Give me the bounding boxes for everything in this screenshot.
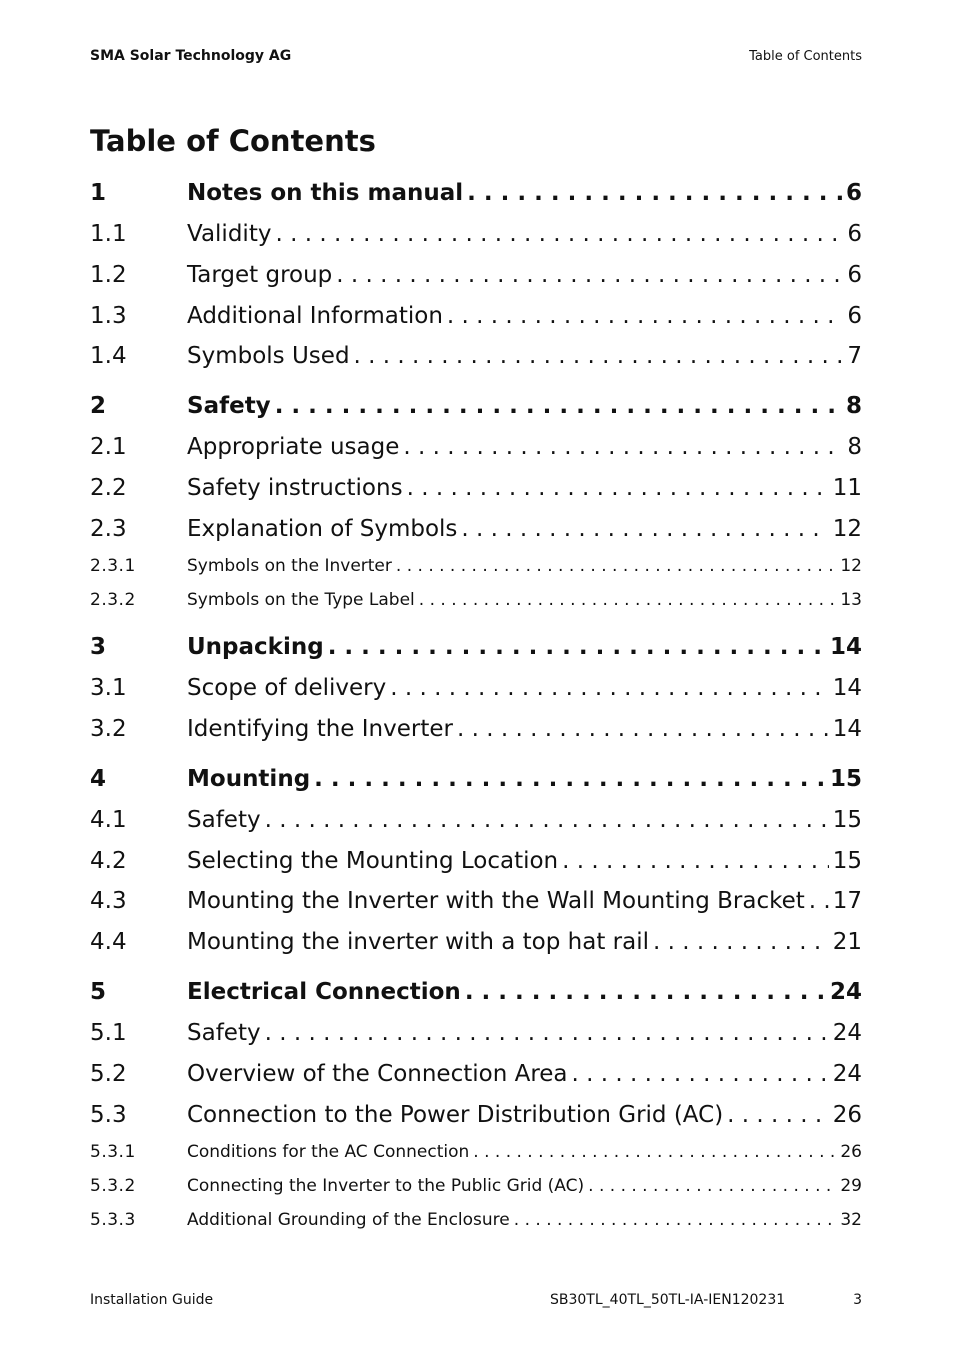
toc-entry-page: 12 xyxy=(840,556,862,576)
toc-entry[interactable] xyxy=(90,343,862,375)
toc-entry-page: 14 xyxy=(832,716,862,742)
toc-entry-title: Unpacking xyxy=(187,634,324,660)
toc-entry-title: Electrical Connection xyxy=(187,979,461,1005)
toc-entry[interactable] xyxy=(90,979,862,1011)
toc-entry-number: 2 xyxy=(90,393,107,419)
toc-entry-title: Identifying the Inverter xyxy=(187,716,453,742)
toc-entry-page: 24 xyxy=(832,1061,862,1087)
toc-entry[interactable] xyxy=(90,1176,862,1200)
toc-entry-number: 3.1 xyxy=(90,675,127,701)
toc-entry[interactable] xyxy=(90,848,862,880)
toc-entry-number: 1.3 xyxy=(90,303,127,329)
table-of-contents xyxy=(90,0,862,1352)
toc-entry-title: Connection to the Power Distribution Grid (AC) xyxy=(187,1102,724,1128)
dot-leader xyxy=(467,180,842,206)
toc-entry-page: 6 xyxy=(847,221,862,247)
toc-entry[interactable] xyxy=(90,590,862,614)
toc-entry[interactable] xyxy=(90,716,862,748)
toc-entry-page: 15 xyxy=(829,766,862,792)
toc-entry-number: 4.1 xyxy=(90,807,127,833)
toc-entry-page: 14 xyxy=(829,634,862,660)
page-title: Table of Contents xyxy=(90,124,376,158)
dot-leader xyxy=(265,807,829,833)
toc-entry-title: Scope of delivery xyxy=(187,675,387,701)
toc-entry[interactable] xyxy=(90,1061,862,1093)
toc-entry-title: Safety xyxy=(187,807,261,833)
toc-entry-number: 3 xyxy=(90,634,107,660)
toc-entry-page: 6 xyxy=(847,262,862,288)
toc-entry-number: 5.3.3 xyxy=(90,1210,136,1230)
toc-entry-number: 1.2 xyxy=(90,262,127,288)
dot-leader xyxy=(336,262,843,288)
toc-entry-page: 26 xyxy=(832,1102,862,1128)
toc-entry-number: 5 xyxy=(90,979,107,1005)
dot-leader xyxy=(572,1061,829,1087)
toc-entry-page: 12 xyxy=(832,516,862,542)
toc-entry-page: 13 xyxy=(840,590,862,610)
toc-entry[interactable] xyxy=(90,1142,862,1166)
toc-entry-title: Symbols Used xyxy=(187,343,350,369)
toc-entry-number: 4 xyxy=(90,766,107,792)
toc-entry-title: Safety xyxy=(187,393,271,419)
header-company: SMA Solar Technology AG xyxy=(90,48,292,64)
dot-leader xyxy=(809,888,829,914)
toc-entry-title: Connecting the Inverter to the Public Grid (AC) xyxy=(187,1176,585,1196)
toc-entry[interactable] xyxy=(90,180,862,212)
toc-entry[interactable] xyxy=(90,1210,862,1234)
dot-leader xyxy=(461,516,828,542)
dot-leader xyxy=(514,1210,837,1230)
toc-entry-number: 5.3.2 xyxy=(90,1176,136,1196)
toc-entry-number: 2.3.2 xyxy=(90,590,136,610)
dot-leader xyxy=(328,634,826,660)
toc-entry-number: 5.3 xyxy=(90,1102,127,1128)
toc-entry-number: 5.1 xyxy=(90,1020,127,1046)
toc-entry-number: 2.2 xyxy=(90,475,127,501)
toc-entry-title: Symbols on the Inverter xyxy=(187,556,392,576)
toc-entry-title: Notes on this manual xyxy=(187,180,464,206)
dot-leader xyxy=(403,434,843,460)
toc-entry-page: 14 xyxy=(832,675,862,701)
toc-entry[interactable] xyxy=(90,303,862,335)
toc-entry-title: Mounting the inverter with a top hat rail xyxy=(187,929,649,955)
toc-entry-number: 4.4 xyxy=(90,929,127,955)
dot-leader xyxy=(275,393,842,419)
toc-entry-page: 8 xyxy=(847,434,862,460)
toc-entry[interactable] xyxy=(90,1020,862,1052)
toc-entry[interactable] xyxy=(90,888,862,920)
toc-entry[interactable] xyxy=(90,1102,862,1134)
dot-leader xyxy=(727,1102,829,1128)
toc-entry-title: Safety xyxy=(187,1020,261,1046)
dot-leader xyxy=(390,675,829,701)
toc-entry-title: Target group xyxy=(187,262,333,288)
header-section: Table of Contents xyxy=(749,49,862,64)
toc-entry-number: 1 xyxy=(90,180,107,206)
dot-leader xyxy=(562,848,829,874)
toc-entry[interactable] xyxy=(90,262,862,294)
toc-entry-page: 24 xyxy=(832,1020,862,1046)
toc-entry-title: Symbols on the Type Label xyxy=(187,590,415,610)
dot-leader xyxy=(419,590,837,610)
toc-entry[interactable] xyxy=(90,634,862,666)
toc-entry-number: 5.2 xyxy=(90,1061,127,1087)
toc-entry-title: Mounting the Inverter with the Wall Mounting Bracket xyxy=(187,888,805,914)
dot-leader xyxy=(265,1020,829,1046)
toc-entry-title: Validity xyxy=(187,221,272,247)
toc-entry-page: 21 xyxy=(832,929,862,955)
toc-entry-title: Safety instructions xyxy=(187,475,403,501)
toc-entry-page: 7 xyxy=(847,343,862,369)
toc-entry-title: Conditions for the AC Connection xyxy=(187,1142,470,1162)
toc-entry-number: 2.3 xyxy=(90,516,127,542)
dot-leader xyxy=(396,556,836,576)
toc-entry-title: Mounting xyxy=(187,766,311,792)
dot-leader xyxy=(588,1176,836,1196)
toc-entry[interactable] xyxy=(90,434,862,466)
toc-entry-page: 15 xyxy=(832,807,862,833)
toc-entry-number: 4.3 xyxy=(90,888,127,914)
dot-leader xyxy=(407,475,829,501)
toc-entry[interactable] xyxy=(90,221,862,253)
toc-entry-number: 4.2 xyxy=(90,848,127,874)
toc-entry-number: 5.3.1 xyxy=(90,1142,136,1162)
dot-leader xyxy=(473,1142,836,1162)
toc-entry-title: Selecting the Mounting Location xyxy=(187,848,559,874)
footer-doc-type: Installation Guide xyxy=(90,1292,214,1308)
toc-entry-number: 1.1 xyxy=(90,221,127,247)
footer-page-number: 3 xyxy=(853,1292,862,1308)
toc-entry-page: 11 xyxy=(832,475,862,501)
toc-entry[interactable] xyxy=(90,556,862,580)
toc-entry-page: 6 xyxy=(845,180,862,206)
toc-entry-title: Appropriate usage xyxy=(187,434,400,460)
footer-doc-code: SB30TL_40TL_50TL-IA-IEN120231 xyxy=(550,1292,786,1308)
toc-entry-title: Additional Information xyxy=(187,303,443,329)
dot-leader xyxy=(354,343,844,369)
dot-leader xyxy=(457,716,829,742)
toc-entry-page: 32 xyxy=(840,1210,862,1230)
toc-entry[interactable] xyxy=(90,475,862,507)
toc-entry-page: 8 xyxy=(845,393,862,419)
dot-leader xyxy=(653,929,829,955)
toc-entry-page: 6 xyxy=(847,303,862,329)
toc-entry[interactable] xyxy=(90,929,862,961)
toc-entry-title: Overview of the Connection Area xyxy=(187,1061,568,1087)
dot-leader xyxy=(314,766,826,792)
toc-entry-title: Additional Grounding of the Enclosure xyxy=(187,1210,510,1230)
toc-entry-number: 1.4 xyxy=(90,343,127,369)
dot-leader xyxy=(275,221,843,247)
toc-entry-page: 29 xyxy=(840,1176,862,1196)
toc-entry[interactable] xyxy=(90,675,862,707)
toc-entry[interactable] xyxy=(90,516,862,548)
toc-entry-title: Explanation of Symbols xyxy=(187,516,458,542)
dot-leader xyxy=(465,979,826,1005)
toc-entry[interactable] xyxy=(90,766,862,798)
toc-entry[interactable] xyxy=(90,393,862,425)
toc-entry[interactable] xyxy=(90,807,862,839)
toc-entry-page: 17 xyxy=(832,888,862,914)
toc-entry-page: 24 xyxy=(829,979,862,1005)
toc-entry-page: 15 xyxy=(832,848,862,874)
dot-leader xyxy=(447,303,843,329)
toc-entry-number: 3.2 xyxy=(90,716,127,742)
toc-entry-number: 2.1 xyxy=(90,434,127,460)
toc-entry-page: 26 xyxy=(840,1142,862,1162)
toc-entry-number: 2.3.1 xyxy=(90,556,136,576)
